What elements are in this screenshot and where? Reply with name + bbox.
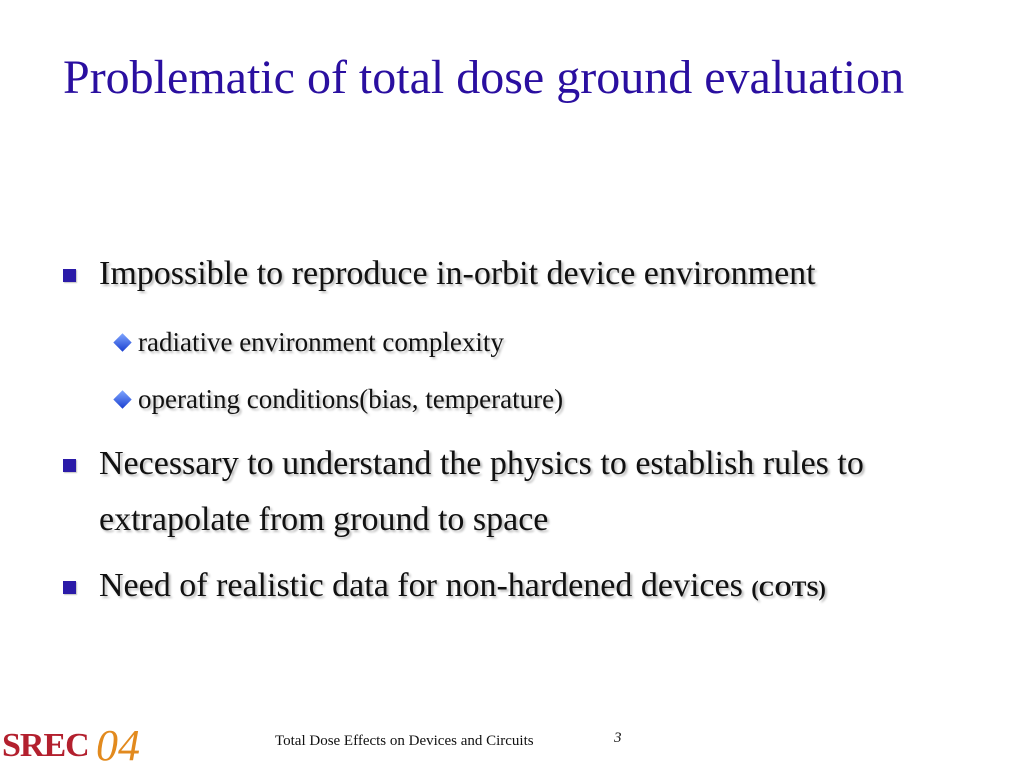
bullet-text-1: Impossible to reproduce in-orbit device environment <box>99 255 816 292</box>
square-bullet-icon <box>63 269 76 282</box>
footer-text: Total Dose Effects on Devices and Circuits <box>275 733 534 749</box>
diamond-bullet-icon <box>113 333 131 351</box>
bullet-text-3-main: Need of realistic data for non-hardened devices <box>99 567 743 604</box>
square-bullet-icon <box>63 581 76 594</box>
square-bullet-icon <box>63 459 76 472</box>
cots-label: (COTS) <box>751 576 826 601</box>
bullet-item-3 <box>63 566 826 617</box>
page-number: 3 <box>614 730 622 746</box>
svg-text:SREC: SREC <box>2 727 89 764</box>
svg-text:04: 04 <box>96 721 140 768</box>
sub-bullet-text-2: operating conditions(bias, temperature) <box>138 384 564 414</box>
bullet-item-1 <box>63 254 816 302</box>
slide-title: Problematic of total dose ground evaluation <box>63 51 905 104</box>
sub-bullet-text-1: radiative environment complexity <box>138 327 504 357</box>
bullet-item-2 <box>63 444 969 548</box>
diamond-bullet-icon <box>113 390 131 408</box>
bullet-text-2: Necessary to understand the physics to establish rules to extrapolate from ground to space <box>99 445 864 538</box>
sub-bullet-item-1 <box>116 326 504 358</box>
sub-bullet-item-2 <box>116 383 563 415</box>
srec04-logo <box>0 716 170 768</box>
bullet-text-3 <box>99 558 826 617</box>
